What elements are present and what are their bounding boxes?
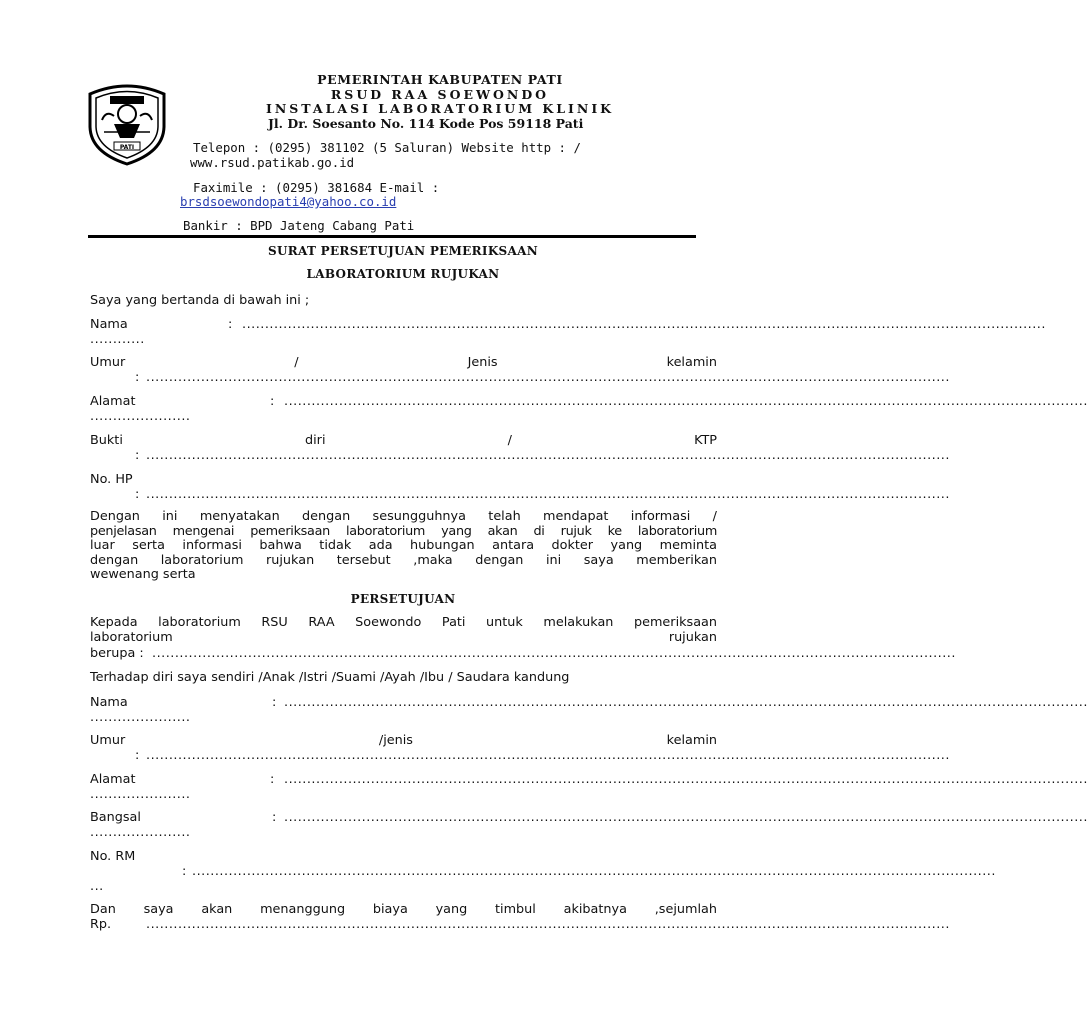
kelamin2-word: kelamin (666, 733, 717, 748)
pati-regency-emblem-icon (84, 80, 170, 166)
nama-label: Nama (90, 317, 128, 332)
alamat2-label: Alamat (90, 772, 136, 787)
nama2-fill-line[interactable]: ................................................................................................................................................................................ (284, 695, 1088, 710)
statement-line: Dengan ini menyatakan dengan sesungguhnya telah mendapat informasi / (90, 509, 717, 524)
biaya-row (90, 902, 717, 917)
alamat-colon: : (270, 394, 275, 409)
diri-word: diri (305, 433, 326, 448)
biaya-word: ,sejumlah (654, 902, 717, 917)
alamat2-fill-tail[interactable]: ...................... (90, 787, 191, 802)
contact-fax: Faximile : (0295) 381684 E-mail : (193, 180, 440, 195)
berupa-fill-line[interactable]: ................................................................................................................................................................................ (152, 646, 956, 661)
umur2-fill-line[interactable]: ................................................................................................................................................................................ (146, 748, 950, 763)
statement-line: wewenang serta (90, 567, 196, 583)
nama-colon: : (228, 317, 233, 332)
alamat-label: Alamat (90, 394, 136, 409)
statement-paragraph (90, 510, 717, 583)
biaya-word: timbul (495, 902, 536, 917)
kepada-line: Kepada laboratorium RSU RAA Soewondo Pati untuk melakukan pemeriksaan (90, 615, 717, 630)
alamat2-fill-line[interactable]: ................................................................................................................................................................................ (284, 772, 1088, 787)
umur-slash: / (294, 355, 299, 370)
rp-fill-line[interactable]: ................................................................................................................................................................................ (146, 917, 950, 932)
umur2-word: Umur (90, 733, 126, 748)
biaya-word: yang (435, 902, 468, 917)
contact-email-link[interactable]: brsdsoewondopati4@yahoo.co.id (180, 194, 397, 209)
biaya-word: menanggung (260, 902, 346, 917)
norm-fill-line[interactable]: ................................................................................................................................................................................ (192, 864, 996, 879)
nama-fill-tail[interactable]: ............ (90, 332, 145, 347)
contact-website: www.rsud.patikab.go.id (190, 155, 355, 170)
kepada-line (90, 631, 717, 646)
biaya-word: saya (143, 902, 174, 917)
norm-fill-tail[interactable]: ... (90, 879, 104, 894)
document-subtitle: LABORATORIUM RUJUKAN (306, 267, 500, 281)
rujukan-word: rujukan (668, 629, 717, 645)
umur-word: Umur (90, 355, 126, 370)
nohp-label: No. HP (90, 472, 133, 487)
kelamin-word: kelamin (666, 355, 717, 370)
header-hospital: RSUD RAA SOEWONDO (330, 87, 550, 102)
bukti-word: Bukti (90, 433, 123, 448)
umur2-colon: : (135, 748, 140, 763)
ktp-word: KTP (694, 433, 717, 448)
header-address: Jl. Dr. Soesanto No. 114 Kode Pos 59118 Pati (268, 116, 584, 131)
jenis2-word: /jenis (378, 733, 413, 748)
bukti-fill-line[interactable]: ................................................................................................................................................................................ (146, 448, 950, 463)
bangsal-label: Bangsal (90, 810, 141, 825)
bukti-colon: : (135, 448, 140, 463)
bukti-row (90, 433, 717, 448)
nama2-fill-tail[interactable]: ...................... (90, 710, 191, 725)
nohp-colon: : (135, 487, 140, 502)
statement-line: luar serta informasi bahwa tidak ada hubungan antara dokter yang meminta (90, 538, 717, 554)
bukti-slash: / (507, 433, 512, 448)
bangsal-fill-line[interactable]: ................................................................................................................................................................................ (284, 810, 1088, 825)
bangsal-fill-tail[interactable]: ...................... (90, 825, 191, 840)
umur-colon: : (135, 370, 140, 385)
intro-text: Saya yang bertanda di bawah ini ; (90, 293, 310, 308)
nama2-label: Nama (90, 695, 128, 710)
norm-colon: : (182, 864, 187, 879)
kepada-paragraph (90, 616, 717, 645)
document-title: SURAT PERSETUJUAN PEMERIKSAAN (267, 244, 539, 258)
norm-label: No. RM (90, 849, 136, 864)
umur-row (90, 355, 717, 370)
nohp-fill-line[interactable]: ................................................................................................................................................................................ (146, 487, 950, 502)
alamat2-colon: : (270, 772, 275, 787)
berupa-label: berupa : (90, 646, 144, 661)
rp-label: Rp. (90, 917, 112, 932)
laboratorium-word: laboratorium (90, 629, 173, 645)
biaya-word: akan (201, 902, 233, 917)
biaya-word: Dan (90, 902, 116, 917)
statement-line: dengan laboratorium rujukan tersebut ,maka dengan ini saya memberikan (90, 552, 717, 568)
contact-telephone: Telepon : (0295) 381102 (5 Saluran) Website http : / (193, 140, 581, 155)
umur2-row (90, 733, 717, 748)
biaya-word: biaya (372, 902, 408, 917)
nama-fill-line[interactable]: ................................................................................................................................................................................ (242, 317, 1046, 332)
terhadap-text: Terhadap diri saya sendiri /Anak /Istri /Suami /Ayah /Ibu / Saudara kandung (90, 670, 570, 685)
jenis-word: Jenis (467, 355, 498, 370)
statement-line: penjelasan mengenai pemeriksaan laboratorium yang akan di rujuk ke laboratorium (90, 523, 717, 539)
umur-fill-line[interactable]: ................................................................................................................................................................................ (146, 370, 950, 385)
biaya-word: akibatnya (563, 902, 627, 917)
alamat-fill-line[interactable]: ................................................................................................................................................................................ (284, 394, 1088, 409)
alamat-fill-tail[interactable]: ...................... (90, 409, 191, 424)
bangsal-colon: : (272, 810, 277, 825)
logo-lettering: PATI (119, 144, 135, 151)
header-installation: INSTALASI LABORATORIUM KLINIK (265, 101, 615, 116)
contact-bank: Bankir : BPD Jateng Cabang Pati (183, 218, 415, 233)
header-government: PEMERINTAH KABUPATEN PATI (317, 72, 563, 87)
nama2-colon: : (272, 695, 277, 710)
persetujuan-heading: PERSETUJUAN (350, 592, 456, 606)
header-divider (88, 235, 696, 238)
